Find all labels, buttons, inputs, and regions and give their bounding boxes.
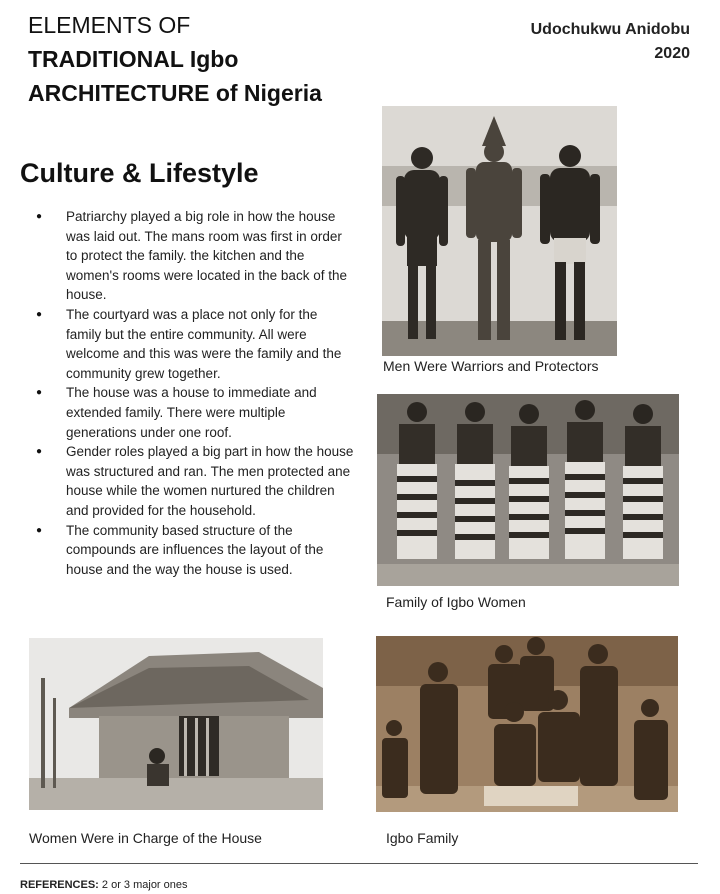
title-line-1: ELEMENTS OF <box>28 12 191 38</box>
caption-house: Women Were in Charge of the House <box>29 830 262 846</box>
bullet-list <box>30 207 355 579</box>
bullet-item: ● Patriarchy played a big role in how the house was laid out. The mans room was first in order to protect the family. the kitchen and the women's rooms were located in the back of the house. <box>30 207 355 305</box>
warriors-image <box>382 106 617 356</box>
caption-warriors: Men Were Warriors and Protectors <box>383 358 599 374</box>
footer-divider <box>20 863 698 864</box>
section-heading: Culture & Lifestyle <box>20 158 259 188</box>
document-title <box>28 8 358 110</box>
photo-house <box>29 638 323 810</box>
author-year: 2020 <box>654 45 690 62</box>
bullet-item: ● The house was a house to immediate and extended family. There were multiple generations under one roof. <box>30 383 355 442</box>
caption-family: Igbo Family <box>386 830 459 846</box>
bullet-item: ● Gender roles played a big part in how the house was structured and ran. The men protected ane house while the women nurtured the children and provided for the household. <box>30 442 355 520</box>
author-block <box>531 18 690 66</box>
references-text: 2 or 3 major ones <box>101 879 188 891</box>
family-image <box>376 636 678 812</box>
title-line-3: ARCHITECTURE of Nigeria <box>28 80 322 106</box>
author-name: Udochukwu Anidobu <box>530 21 690 38</box>
house-image <box>29 638 323 810</box>
references-line <box>20 879 188 891</box>
bullet-item: ● The courtyard was a place not only for the family but the entire community. All were welcome and this was were the family and the community grew together. <box>30 305 355 383</box>
title-line-2: TRADITIONAL Igbo <box>28 46 239 72</box>
photo-warriors <box>382 106 617 356</box>
bullet-item: ● The community based structure of the compounds are influences the layout of the house and the way the house is used. <box>30 521 355 580</box>
caption-women: Family of Igbo Women <box>386 594 526 610</box>
women-image <box>377 394 679 586</box>
references-label: REFERENCES: <box>20 879 99 891</box>
photo-women <box>377 394 679 586</box>
photo-family <box>376 636 678 812</box>
